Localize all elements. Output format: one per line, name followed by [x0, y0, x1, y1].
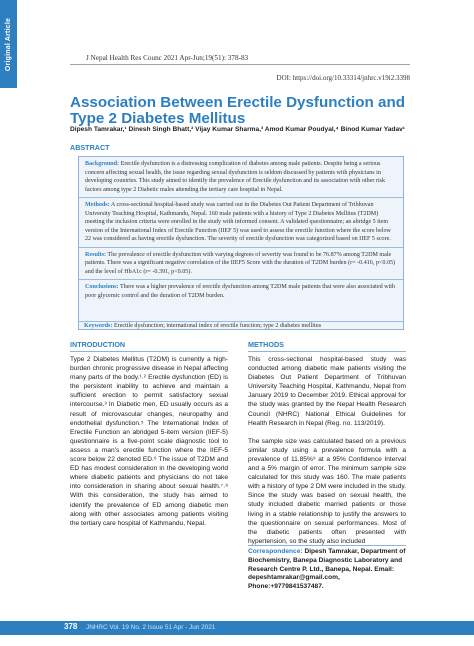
article-title: Association Between Erectile Dysfunction and Type 2 Diabetes Mellitus [70, 94, 406, 127]
keywords-text: Erectile dysfunction; international index of erectile function; type 2 diabetes mellitus [113, 323, 322, 329]
doi-line [277, 74, 410, 82]
abstract-divider [79, 247, 403, 248]
author-list: Dipesh Tamrakar,¹ Dinesh Singh Bhatt,² Vijay Kumar Sharma,³ Amod Kumar Poudyal,⁴ Binod Kumar Yadav¹ [70, 126, 405, 133]
abstract-results [85, 251, 397, 277]
methods-paragraph-2: The sample size was calculated based on a previous similar study using a prevalence formula with a prevalence of 11.85%⁹ at a 95% Confidence Interval and a 5% margin of error. The minimum sample size calculated for this study was 160. The male patients with a history of type 2 DM were included in the study. Since the study was based on sexual health, the study included diabetic married patients or those living in a stable relationship to justify the answers to the questionnaire on sexual performances. Most of the diabetic patients often presented with hypertension, so the study also included [248, 437, 406, 545]
abstract-background [85, 160, 397, 194]
introduction-column [70, 355, 228, 537]
introduction-paragraph: Type 2 Diabetes Mellitus (T2DM) is currently a high-burden chronic progressive disease in Nepal affecting many parts of the body.¹˒² Erectile dysfunction (ED) is the persistent inability to achieve and maintain a sufficient erection to permit satisfactory sexual intercourse.³ In Diabetic men, ED usually occurs as a result of microvascular changes, neuropathy and endothelial dysfunction.⁵ The International Index of Erectile Function an abridged 5-item version (IIEF-5) questionnaire is a five-point scale diagnostic tool to assess a man's erectile function where the IIEF-5 score below 22 denoted ED.⁶ The issue of T2DM and ED has modest consideration in the developing world where diabetic patients and physicians do not take into consideration in sharing about sexual health.⁷˒⁸ With this consideration, the study has aimed to identify the prevalence of ED among diabetic men along with other associates among patients visiting the tertiary care hospital of Kathmandu, Nepal. [70, 356, 228, 527]
doi-label: DOI: [276, 74, 291, 82]
correspondence-label: Correspondence: [248, 548, 303, 555]
methods-divider [248, 351, 406, 352]
correspondence-block [248, 548, 406, 592]
introduction-divider [70, 351, 228, 352]
methods-text: A cross-sectional hospital-based study was carried out in the Diabetes Out Patient Department of Tribhuvan University Teaching Hospital, Kathmandu, Nepal. 160 male patients with a history of Type 2 Diabetes Mellitus (T2DM) meeting the inclusion criteria were enrolled in the study with informed consent. A validated questionnaire; an abridge 5 item version of the International Index of Erectile Function (IIEF 5) was used to assess the erectile function where the score below 22 was considered as having erectile dysfunction. The severity of erectile dysfunction was categorized based on IIEF 5 score. [85, 202, 391, 242]
background-label: Background: [85, 161, 120, 167]
correspondence-divider [248, 545, 406, 546]
article-type-tab [0, 0, 17, 88]
correspondence-text: Dipesh Tamrakar, Department of Biochemistry, Banepa Diagnostic Laboratory and Research Centre P. Ltd., Banepa, Nepal. Email: depeshtamrakar@gmail.com, Phone:+9779841537487. [248, 548, 406, 591]
keywords-label: Keywords: [84, 323, 113, 329]
methods-paragraph-1: This cross-sectional hospital-based study was conducted among diabetic male patients visiting the Diabetes Out Patient Department of Tribhuvan University Teaching Hospital, Kathmandu, Nepal from January 2019 to December 2019. Ethical approval for the study was granted by the Nepal Health Research Council (NHRC) National Ethical Guidelines for Health Research in Nepal (Reg. no. 113/2019). [248, 356, 406, 427]
abstract-conclusions [85, 283, 397, 300]
abstract-methods [85, 201, 397, 244]
results-label: Results: [85, 251, 106, 258]
abstract-divider [79, 197, 403, 198]
methods-column [248, 355, 406, 555]
doi-link[interactable]: https://doi.org/10.33314/jnhrc.v19i2.3398 [292, 74, 410, 82]
keywords-row [78, 321, 404, 331]
abstract-box [78, 156, 404, 330]
results-text: The prevalence of erectile dysfunction with varying degrees of severity was found to be 76.87% among T2DM male patients. There was a significant negative correlation of the IIEF5 Score with the duration of T2DM burden (r= -0.416, p<0.05) and the level of HbA1c (r= -0.391, p<0.05). [85, 251, 396, 275]
abstract-heading: ABSTRACT [70, 143, 110, 152]
conclusions-text: There was a higher prevalence of erectile dysfunction among T2DM male patients that were also associated with poor glycemic control and the duration of T2DM burden. [85, 284, 395, 299]
conclusions-label: Conclusions: [85, 284, 119, 290]
article-type-label: Original Article [5, 17, 12, 71]
background-text: Erectile dysfunction is a distressing complication of diabetes among male patients. Despite being a serious concern affecting sexual health, the issue regarding sexual dysfunction is seldom discussed by patients with physicians in developing countries. This study aimed to identify the prevalence of Erectile dysfunction and its association with other risk factors among type 2 Diabetic males attending the tertiary care hospital in Nepal. [85, 161, 386, 193]
introduction-heading: INTRODUCTION [70, 340, 126, 349]
abstract-divider [79, 279, 403, 280]
methods-heading: METHODS [248, 340, 284, 349]
header-divider [70, 64, 410, 65]
methods-label: Methods: [85, 202, 110, 208]
page-number: 378 [64, 622, 78, 631]
journal-citation: J Nepal Health Res Counc 2021 Apr-Jun;19(51): 378-83 [86, 54, 249, 62]
footer-journal-issue: JNHRC Vol. 19 No. 2 Issue 51 Apr - Jun 2021 [86, 624, 216, 631]
abstract-content [79, 157, 403, 329]
